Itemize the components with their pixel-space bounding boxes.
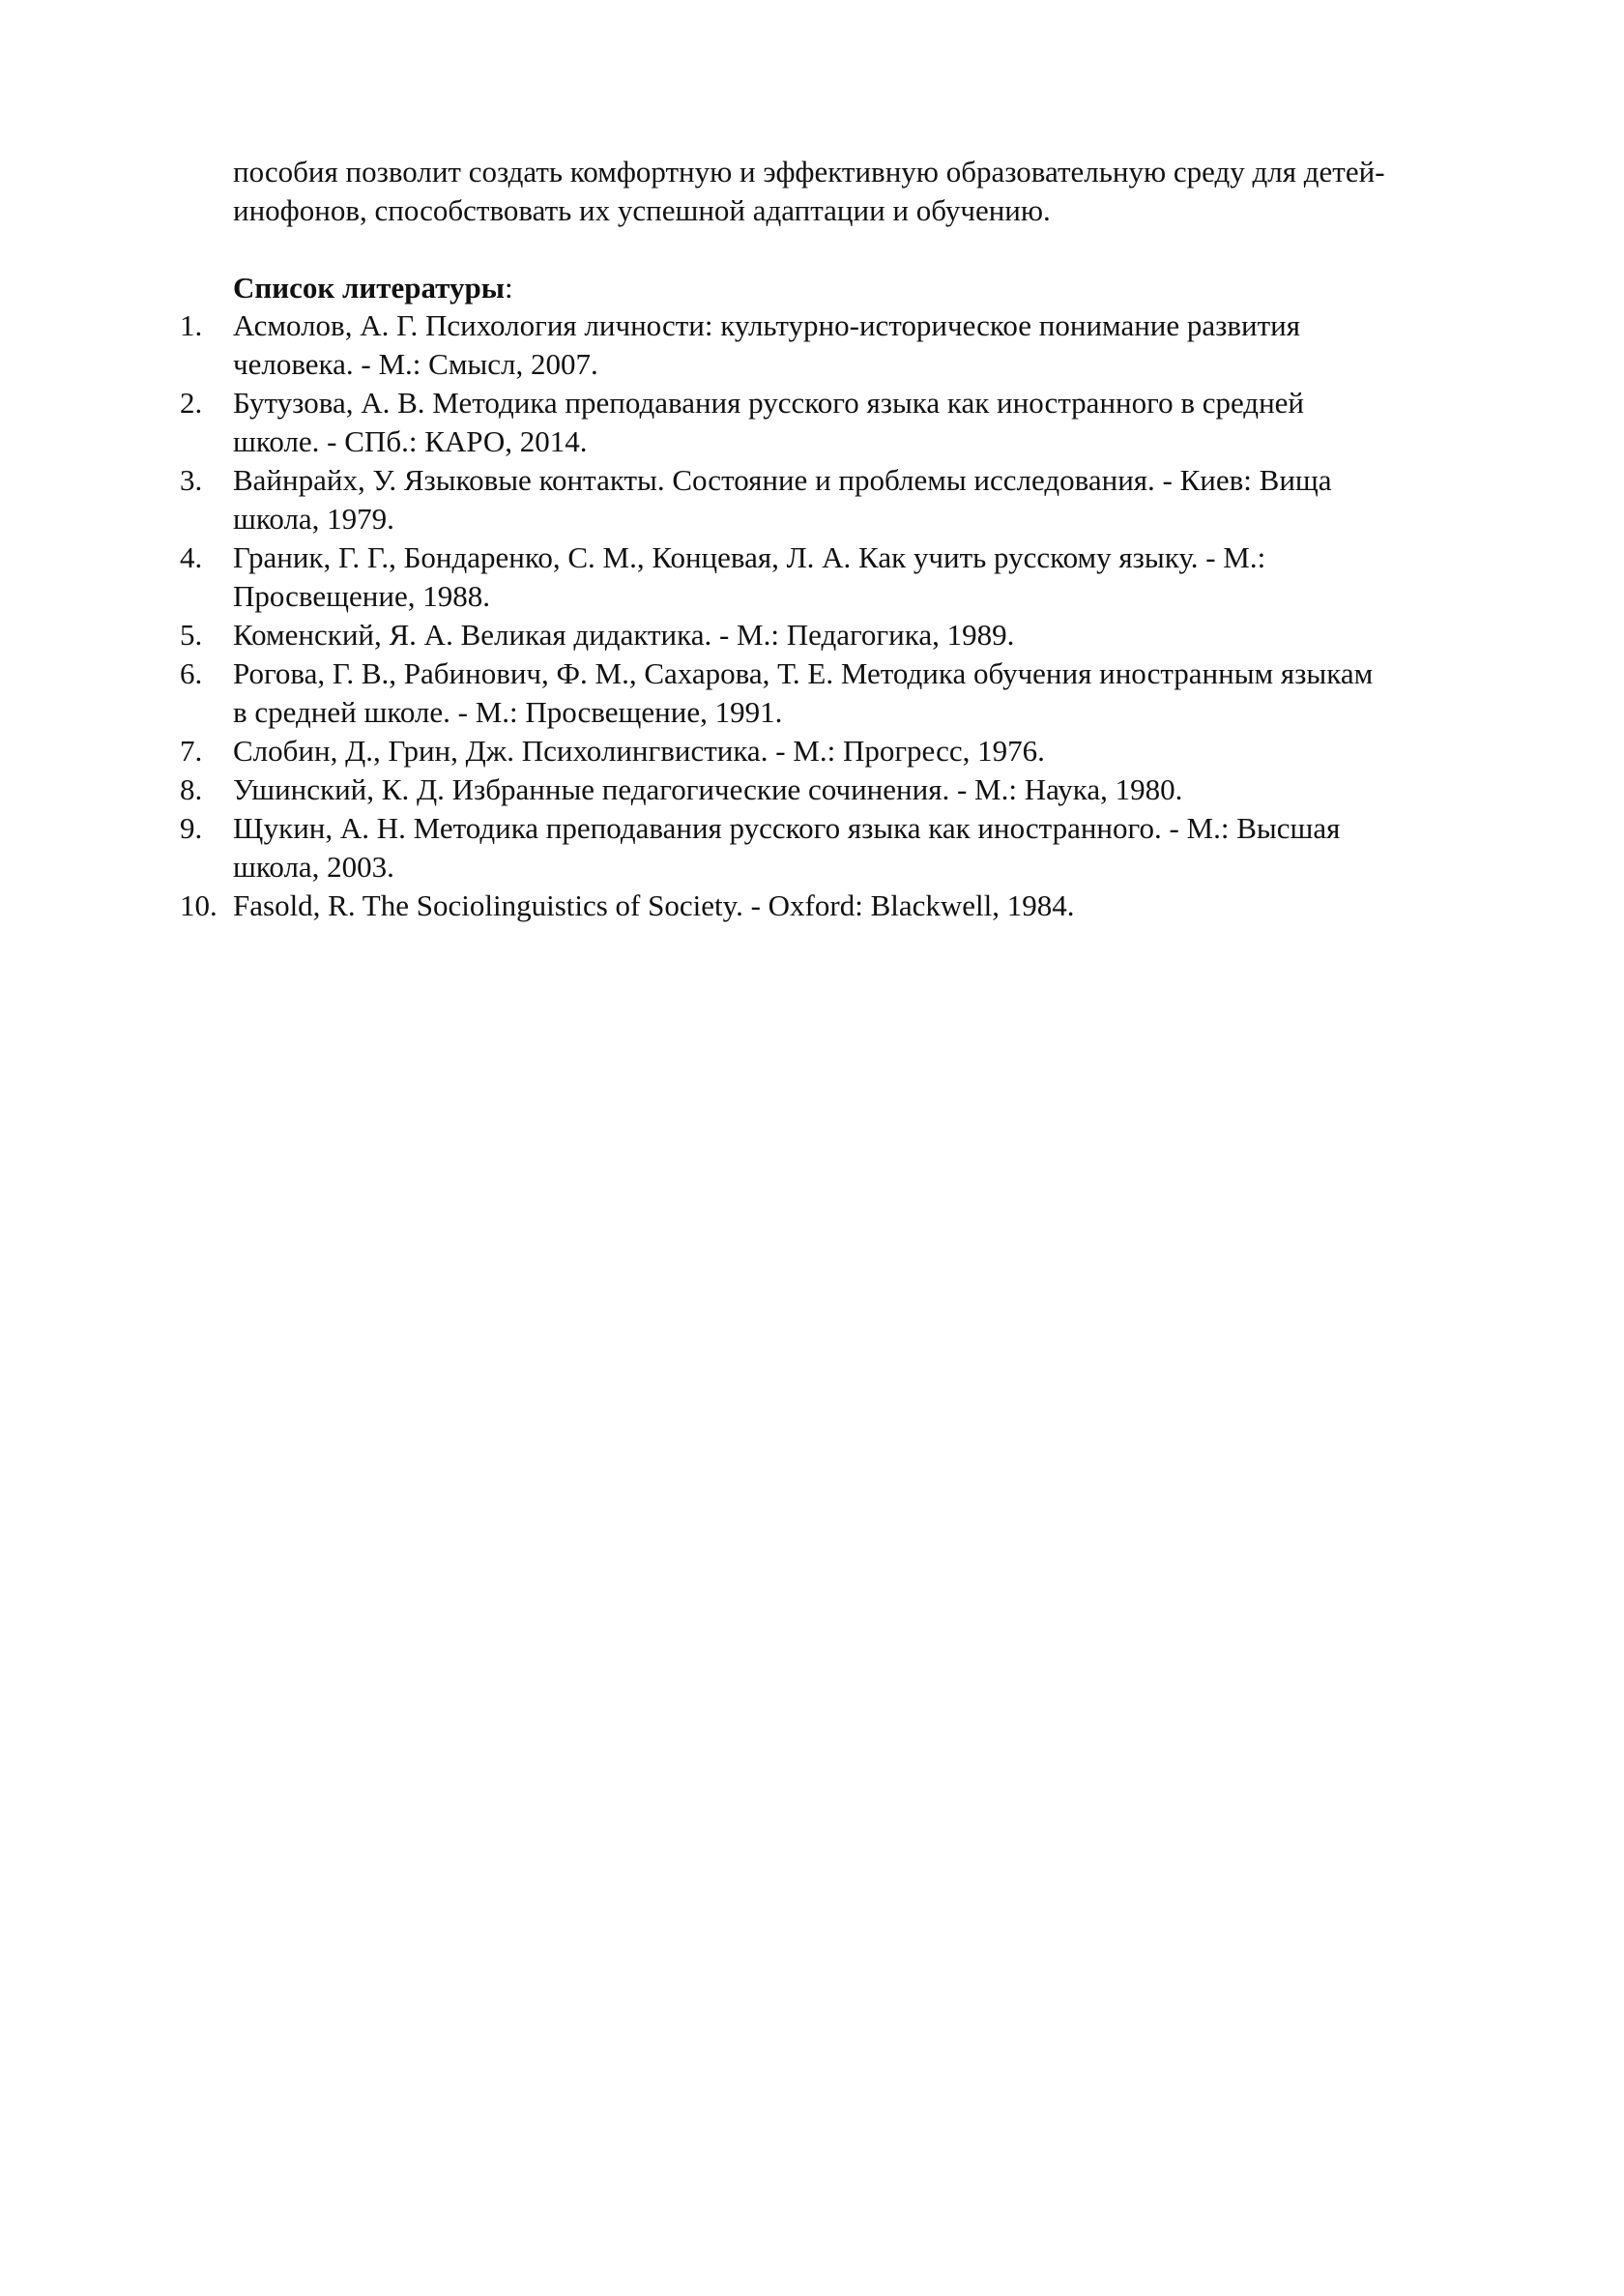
reference-line: Просвещение, 1988. [233, 579, 490, 613]
reference-number: 2. [180, 386, 203, 420]
reference-line: Асмолов, А. Г. Психология личности: культурно-историческое понимание развития [233, 308, 1301, 342]
reference-number: 10. [180, 888, 218, 922]
reference-item [0, 538, 1624, 616]
intro-line: инофонов, способствовать их успешной адаптации и обучению. [233, 193, 1051, 227]
reference-line: Граник, Г. Г., Бондаренко, С. М., Концевая, Л. А. Как учить русскому языку. - М.: [233, 540, 1266, 574]
reference-line: Щукин, А. Н. Методика преподавания русского языка как иностранного. - М.: Высшая [233, 811, 1341, 845]
reference-line: Ушинский, К. Д. Избранные педагогические сочинения. - М.: Наука, 1980. [233, 772, 1183, 806]
reference-line: Слобин, Д., Грин, Дж. Психолингвистика. - М.: Прогресс, 1976. [233, 734, 1045, 768]
reference-item [0, 306, 1624, 384]
reference-line: Вайнрайх, У. Языковые контакты. Состояние и проблемы исследования. - Киев: Вища [233, 463, 1332, 497]
reference-item [0, 809, 1624, 886]
references-list [0, 306, 1624, 925]
reference-line: Бутузова, А. В. Методика преподавания русского языка как иностранного в средней [233, 386, 1305, 420]
reference-line: школа, 2003. [233, 850, 394, 884]
reference-item [0, 461, 1624, 538]
references-title: Список литературы [233, 271, 505, 305]
reference-number: 7. [180, 734, 203, 768]
reference-line: Коменский, Я. А. Великая дидактика. - М.: Педагогика, 1989. [233, 618, 1015, 652]
reference-line: школе. - СПб.: КАРО, 2014. [233, 424, 588, 458]
reference-item [0, 886, 1624, 925]
reference-item [0, 732, 1624, 770]
reference-item [0, 616, 1624, 654]
reference-line: Рогова, Г. В., Рабинович, Ф. М., Сахарова, Т. Е. Методика обучения иностранным языкам [233, 656, 1374, 690]
reference-number: 4. [180, 540, 203, 574]
reference-line: Fasold, R. The Sociolinguistics of Society. - Oxford: Blackwell, 1984. [233, 888, 1075, 922]
intro-paragraph [233, 153, 1509, 230]
reference-number: 6. [180, 656, 203, 690]
intro-line: пособия позволит создать комфортную и эффективную образовательную среду для детей- [233, 155, 1385, 189]
reference-line: человека. - М.: Смысл, 2007. [233, 347, 598, 381]
reference-number: 8. [180, 772, 203, 806]
reference-number: 5. [180, 618, 203, 652]
reference-item [0, 654, 1624, 732]
references-heading [233, 269, 513, 307]
reference-item [0, 384, 1624, 461]
reference-line: в средней школе. - М.: Просвещение, 1991. [233, 695, 783, 729]
reference-line: школа, 1979. [233, 502, 394, 536]
reference-number: 9. [180, 811, 203, 845]
references-title-colon: : [504, 271, 513, 305]
reference-number: 1. [180, 308, 203, 342]
reference-item [0, 770, 1624, 809]
reference-number: 3. [180, 463, 203, 497]
